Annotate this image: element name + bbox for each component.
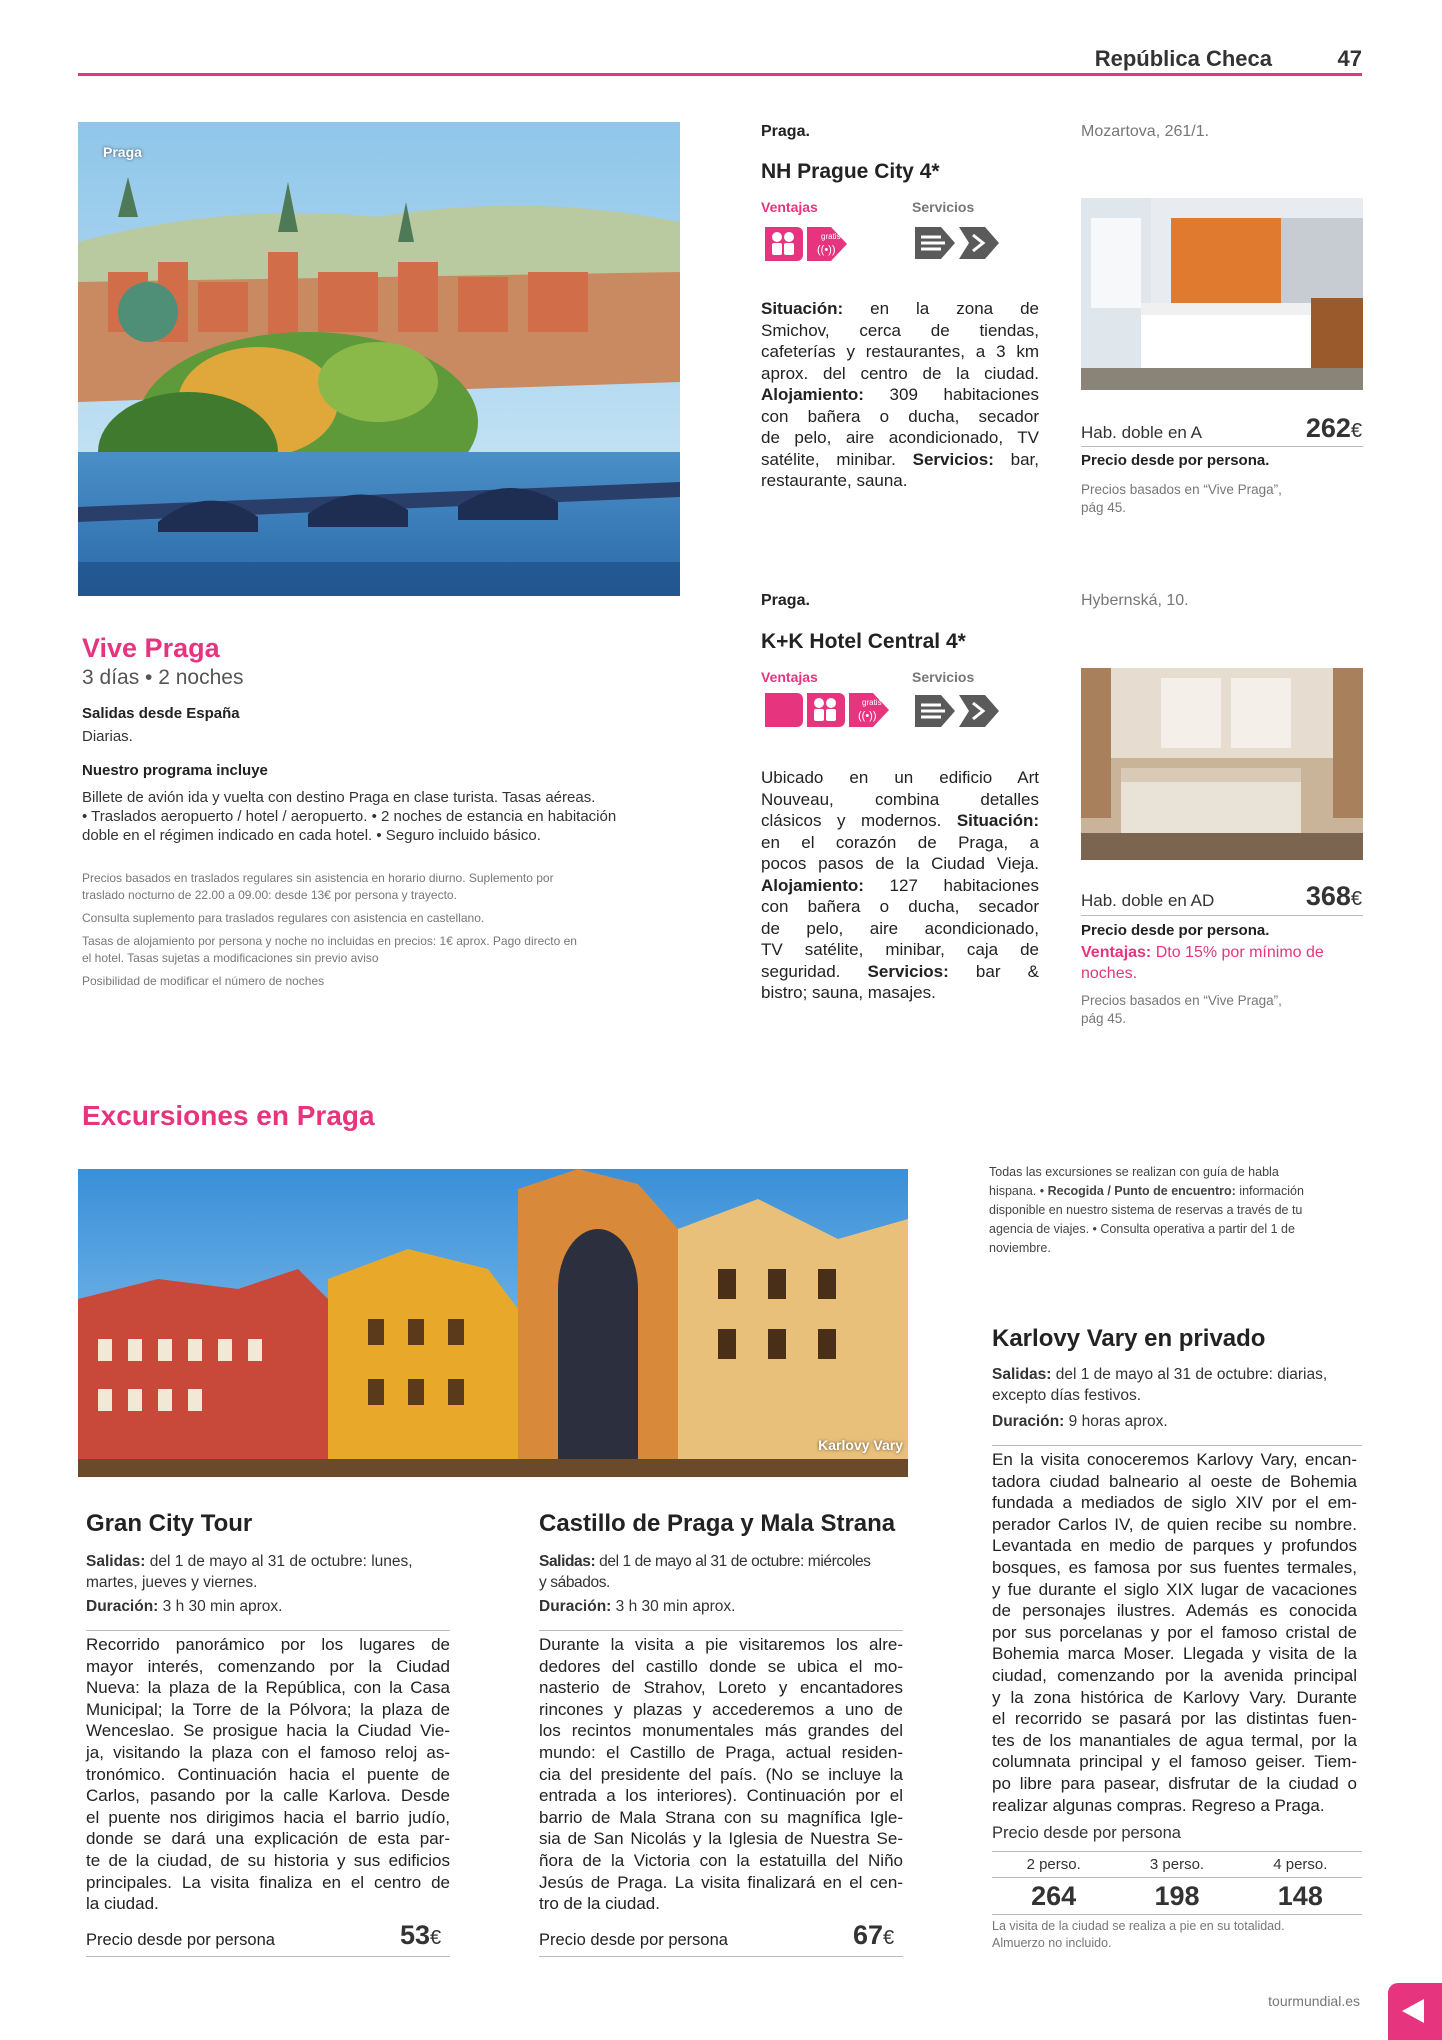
text-line: Recorrido panorámico por los lugares de [86,1635,450,1654]
hotel-description [761,767,1039,1004]
text-span: noviembre. [989,1241,1051,1255]
text-line [761,406,1039,428]
text-line [761,982,1039,1004]
text-line: Bohemia marca Moser. Llegada y visita de la [992,1644,1357,1664]
text-line: barrio de Mala Strana con su magnífica Igle- [539,1807,903,1827]
text-span: Situación: [761,299,844,318]
basis-line: pág 45. [1081,1011,1127,1026]
karlovy-vary-photo [78,1169,908,1477]
package-title: Vive Praga [82,633,220,663]
text-span: 127 habitaciones [863,875,1039,895]
salidas-text: excepto días festivos. [992,1387,1142,1404]
programa-line: doble en el régimen indicado en cada hotel. • Seguro incluido básico. [82,827,541,844]
text-line [761,810,1039,832]
currency: € [883,1927,895,1949]
text-line [761,341,1039,363]
tour-price [400,1920,441,1951]
text-line: de personajes ilustres. Además es conocida [992,1601,1357,1621]
back-arrow-icon [1388,1983,1442,2040]
tour-price-rule [86,1956,450,1957]
text-line: principales. La visita finaliza en el centro de [86,1872,450,1892]
price-value: 368 [1305,881,1351,911]
kv-price: 198 [1154,1880,1200,1911]
photo-caption: Praga [103,144,142,160]
programa-line: • Traslados aeropuerto / hotel / aeropuerto. • 2 noches de estancia en habitación [82,808,617,825]
text-span: Servicios: [912,449,994,469]
text-line [761,470,1039,492]
hotel-name: K+K Hotel Central 4* [761,630,966,653]
excursiones-intro [989,1163,1359,1258]
text-line: Nueva: la plaza de la República, con la Casa [86,1678,450,1698]
transfer-icon [911,221,1003,265]
programa-heading: Nuestro programa incluye [82,762,268,779]
text-line: fundada a mediados de siglo XIV por el em- [992,1493,1357,1513]
text-line: sia de San Nicolás y la Iglesia de Nuestra Se- [539,1829,903,1849]
duracion-label: Duración: [86,1598,159,1615]
servicios-label: Servicios [912,669,975,685]
hotel-city: Praga. [761,592,810,609]
text-span: Servicios: [867,961,949,981]
tour-price-rule [539,1956,903,1957]
text-line: tadora ciudad balneario al oeste de Bohemia [992,1471,1357,1491]
kv-price: 148 [1277,1880,1323,1911]
text-line [761,918,1039,940]
ventajas-note [1081,942,1363,984]
tour-salidas [539,1551,909,1593]
text-span: información [1235,1184,1304,1198]
text-span: Recogida / Punto de encuentro: [1047,1184,1236,1198]
prague-illustration [78,122,680,596]
hotel-room-illustration [1081,668,1363,860]
text-span: de pelo, aire acondicionado, TV [761,428,1039,447]
room-type: Hab. doble en A [1081,423,1202,442]
tour-title: Karlovy Vary en privado [992,1325,1266,1352]
text-span: aprox. del centro de la ciudad. [761,363,1039,383]
text-span: Alojamiento: [761,875,864,895]
text-line [761,320,1039,342]
salidas-label: Salidas: [992,1366,1052,1383]
text-span: Todas las excursiones se realizan con guía de habla [989,1165,1279,1179]
svg-text:gratis: gratis [862,698,882,707]
kv-col-label: 2 perso. [1026,1855,1081,1873]
programa-text [82,788,702,845]
text-line [761,298,1039,320]
text-span: de pelo, aire acondicionado, [761,918,1039,938]
hotel-address: Mozartova, 261/1. [1081,123,1210,140]
salidas-text: del 1 de mayo al 31 de octubre: miércoles [595,1553,871,1570]
text-line: dedores del castillo donde se ubica el mo- [539,1656,903,1676]
hotel-photo [1081,198,1363,390]
text-line [989,1163,1359,1182]
kv-price: 264 [1031,1880,1077,1911]
hotel-name: NH Prague City 4* [761,160,940,183]
kv-price-table [992,1853,1362,1915]
duracion-text: 3 h 30 min aprox. [158,1598,283,1615]
ventajas-label: Ventajas [761,669,818,685]
text-line: donde se dará una explicación de esta par- [86,1829,450,1849]
note-line: Consulta suplemento para traslados regulares con asistencia en castellano. [82,911,485,925]
excursiones-heading: Excursiones en Praga [82,1100,375,1131]
text-line: los recintos monumentales más grandes del [539,1721,903,1741]
price-rule [1081,915,1363,916]
basis-line: Precios basados en “Vive Praga”, [1081,482,1282,497]
duracion-text: 9 horas aprox. [1064,1413,1168,1430]
photo-caption: Karlovy Vary [818,1437,903,1453]
ventajas-icons [761,689,893,731]
text-line: tro de la ciudad. [539,1894,660,1914]
duracion-label: Duración: [992,1413,1065,1430]
text-line: te de la ciudad, de su historia y sus edificios [86,1850,450,1870]
salidas-label: Salidas: [86,1553,146,1570]
note-line: el hotel. Tasas sujetas a modificaciones sin previo aviso [82,951,379,965]
kv-header-row [992,1853,1362,1875]
text-line [761,449,1039,471]
svg-text:((•)): ((•)) [817,244,836,256]
text-line [761,789,1039,811]
text-line: cia del presidente del país. (No se incluye la [539,1764,903,1784]
text-span: Alojamiento: [761,385,864,404]
kv-col-label: 3 perso. [1149,1855,1205,1873]
kv-footnote [992,1918,1285,1952]
text-line: Durante la visita a pie visitaremos los alre- [539,1635,903,1654]
tour-duracion [539,1596,735,1617]
text-line [989,1182,1359,1201]
text-line: columnata principal y el famoso geiser. Tiem- [992,1752,1357,1772]
text-span: con bañera o ducha, secador [761,897,1039,916]
programa-line: Billete de avión ida y vuelta con destino Praga en clase turista. Tasas aéreas. [82,789,596,806]
currency: € [430,1927,442,1949]
kv-price-row [992,1878,1362,1914]
ventajas-note-text: noches. [1081,965,1138,982]
tour-salidas [992,1364,1362,1406]
text-line: Municipal; la Torre de la Pólvora; la plaza de [86,1699,450,1719]
text-line: Carlos, pasando por la calle Karlova. Desde [86,1786,450,1806]
price-value: 262 [1305,413,1351,443]
text-line [761,939,1039,961]
text-span: en la zona de [843,299,1039,318]
ventajas-note-text: Dto 15% por mínimo de [1151,944,1324,961]
text-line [761,832,1039,854]
text-line: Levantada en medio de parques y profundos [992,1536,1357,1556]
text-span: con bañera o ducha, secador [761,406,1039,426]
note-line: Tasas de alojamiento por persona y noche no incluidas en precios: 1€ aprox. Pago directo en [82,934,577,948]
price-rule [1081,446,1363,447]
moon-family-wifi-icons [761,689,893,731]
price-from-label: Precio desde por persona. [1081,922,1270,939]
footer-site[interactable]: tourmundial.es [1268,1993,1360,2009]
tour-duracion [86,1596,282,1617]
prague-photo [78,122,680,596]
servicios-label: Servicios [912,199,975,215]
text-line: por sus porcelanas y por el famoso cristal de [992,1622,1357,1642]
section-title: República Checa [1094,46,1272,71]
text-span: Nouveau, combina detalles [761,789,1039,809]
text-line [761,961,1039,983]
text-span: hispana. • [989,1184,1048,1198]
text-span: agencia de viajes. • Consulta operativa a partir del 1 de [989,1222,1295,1236]
salidas-text: y sábados. [539,1574,610,1591]
note-line: Precios basados en traslados regulares sin asistencia en horario diurno. Suplemento por [82,871,554,885]
text-span: clásicos y modernos. [761,811,957,830]
text-line [761,427,1039,449]
text-span: disponible en nuestro sistema de reservas a través de tu [989,1203,1303,1217]
salidas-text: del 1 de mayo al 31 de octubre: diarias, [1051,1366,1328,1383]
family-discount-icon [761,223,851,265]
text-line [761,875,1039,897]
text-line: po libre para pasear, disfrutar de la ciudad o [992,1773,1357,1793]
text-line: Wenceslao. Se prosigue hacia la Ciudad Vie- [86,1721,450,1741]
price-basis [1081,992,1282,1028]
text-span: bistro; sauna, masajes. [761,983,936,1002]
tour-rule [539,1630,903,1631]
kv-rule [992,1851,1362,1852]
text-line: ja, visitando la plaza con el famoso reloj as- [86,1742,450,1762]
salidas-text: martes, jueves y viernes. [86,1574,258,1591]
servicios-icons [911,689,1003,733]
basis-line: Precios basados en “Vive Praga”, [1081,993,1282,1008]
tour-description [539,1634,903,1915]
text-span: pocos pasos de la Ciudad Vieja. [761,854,1039,873]
text-line: el puente nos dirigimos hacia el barrio judío, [86,1807,450,1827]
transfer-icon [911,689,1003,733]
basis-line: pág 45. [1081,500,1127,515]
kv-col-label: 4 perso. [1273,1855,1328,1873]
ventajas-note-label: Ventajas: [1081,944,1152,961]
tour-description [86,1634,450,1915]
salidas-heading: Salidas desde España [82,705,240,722]
text-line [761,767,1039,789]
note-line: traslado nocturno de 22.00 a 09.00: desde 13€ por persona y trayecto. [82,888,457,902]
text-line [761,384,1039,406]
header-rule [78,73,1362,76]
karlovy-vary-illustration [78,1169,908,1477]
text-line: bosques, es famosa por sus fuentes termales, [992,1557,1357,1577]
tour-price-label: Precio desde por persona [539,1931,728,1949]
text-line: la ciudad. [86,1894,159,1914]
salidas-text: del 1 de mayo al 31 de octubre: lunes, [145,1553,413,1570]
text-line [761,363,1039,385]
tour-title: Gran City Tour [86,1510,253,1537]
text-span: en el corazón de Praga, a [761,832,1039,852]
footnote-line: La visita de la ciudad se realiza a pie en su totalidad. [992,1919,1285,1933]
package-notes [82,870,702,990]
text-span: Situación: [956,811,1039,830]
tour-duracion [992,1411,1168,1432]
text-line: En la visita conoceremos Karlovy Vary, encan- [992,1450,1357,1469]
text-line: ciudad, comenzando por la avenida principal [992,1665,1357,1685]
text-line [761,853,1039,875]
text-span: TV satélite, minibar, caja de [761,940,1039,959]
text-span: seguridad. [761,961,868,981]
price-value: 67 [853,1920,884,1950]
hotel-price [1306,413,1362,444]
text-line: tronómico. Continuación hacia el puente de [86,1764,450,1784]
text-span: cafeterías y restaurantes, a 3 km [761,342,1039,361]
hotel-city: Praga. [761,123,810,140]
kv-price-label: Precio desde por persona [992,1824,1181,1842]
text-span: Smichov, cerca de tiendas, [761,320,1039,340]
note-line: Posibilidad de modificar el número de noches [82,974,325,988]
text-line: entrada a los interiores). Continuación por el [539,1786,903,1806]
tour-rule [86,1630,450,1631]
page-number: 47 [1337,46,1362,71]
ventajas-icons [761,223,851,265]
tour-price [853,1920,894,1951]
text-span: satélite, minibar. [761,449,913,469]
text-line: Jesús de Praga. La visita finalizará en el cen- [539,1872,903,1892]
tour-price-label: Precio desde por persona [86,1931,275,1949]
price-basis [1081,481,1282,517]
text-line [989,1201,1359,1220]
text-line [761,896,1039,918]
text-line: y fue durante el siglo XIX lugar de vacaciones [992,1579,1357,1599]
text-line: mundo: el Castillo de Praga, actual residen- [539,1742,903,1762]
text-line: el recorrido se pasará por las distintas fuen- [992,1709,1357,1729]
hotel-photo [1081,668,1363,860]
salidas-text: Diarias. [82,728,133,745]
tour-title: Castillo de Praga y Mala Strana [539,1510,896,1537]
text-line [989,1220,1359,1239]
text-span: bar & [948,961,1039,981]
salidas-label: Salidas: [539,1553,596,1570]
svg-text:gratis: gratis [821,232,841,241]
tour-rule [992,1445,1362,1446]
text-line [989,1239,1359,1258]
price-from-label: Precio desde por persona. [1081,452,1270,469]
text-line: tes de los manantiales de agua termal, por la [992,1730,1357,1750]
hotel-address: Hybernská, 10. [1081,592,1189,609]
currency: € [1350,420,1362,442]
text-span: restaurante, sauna. [761,471,908,490]
text-line: realizar algunas compras. Regreso a Praga. [992,1795,1325,1815]
text-line: ñora de la Victoria con la estatuilla del Niño [539,1850,903,1870]
hotel-description [761,298,1039,492]
ventajas-label: Ventajas [761,199,818,215]
currency: € [1350,888,1362,910]
hotel-price [1306,881,1362,912]
footnote-line: Almuerzo no incluido. [992,1936,1112,1950]
text-line: nasterio de Strahov, Loreto y encantadores [539,1678,903,1698]
price-value: 53 [400,1920,431,1950]
text-line: rincones y plazas y accederemos a uno de [539,1699,903,1719]
text-line: y la zona histórica de Karlovy Vary. Durante [992,1687,1357,1707]
duracion-label: Duración: [539,1598,612,1615]
text-line: mayor interés, comenzando por la Ciudad [86,1656,450,1676]
room-type: Hab. doble en AD [1081,891,1215,910]
tour-salidas [86,1551,456,1593]
back-arrow-button[interactable] [1388,1983,1442,2040]
svg-text:((•)): ((•)) [858,710,877,722]
text-span: bar, [993,449,1039,469]
package-duration: 3 días • 2 noches [82,666,244,689]
text-line: perador Carlos IV, de quien recibe su nombre. [992,1514,1357,1534]
hotel-room-illustration [1081,198,1363,390]
servicios-icons [911,221,1003,265]
kv-table-rule [992,1914,1362,1915]
text-span: Ubicado en un edificio Art [761,768,1039,787]
text-span: 309 habitaciones [863,385,1039,404]
tour-description [992,1449,1357,1816]
duracion-text: 3 h 30 min aprox. [611,1598,736,1615]
